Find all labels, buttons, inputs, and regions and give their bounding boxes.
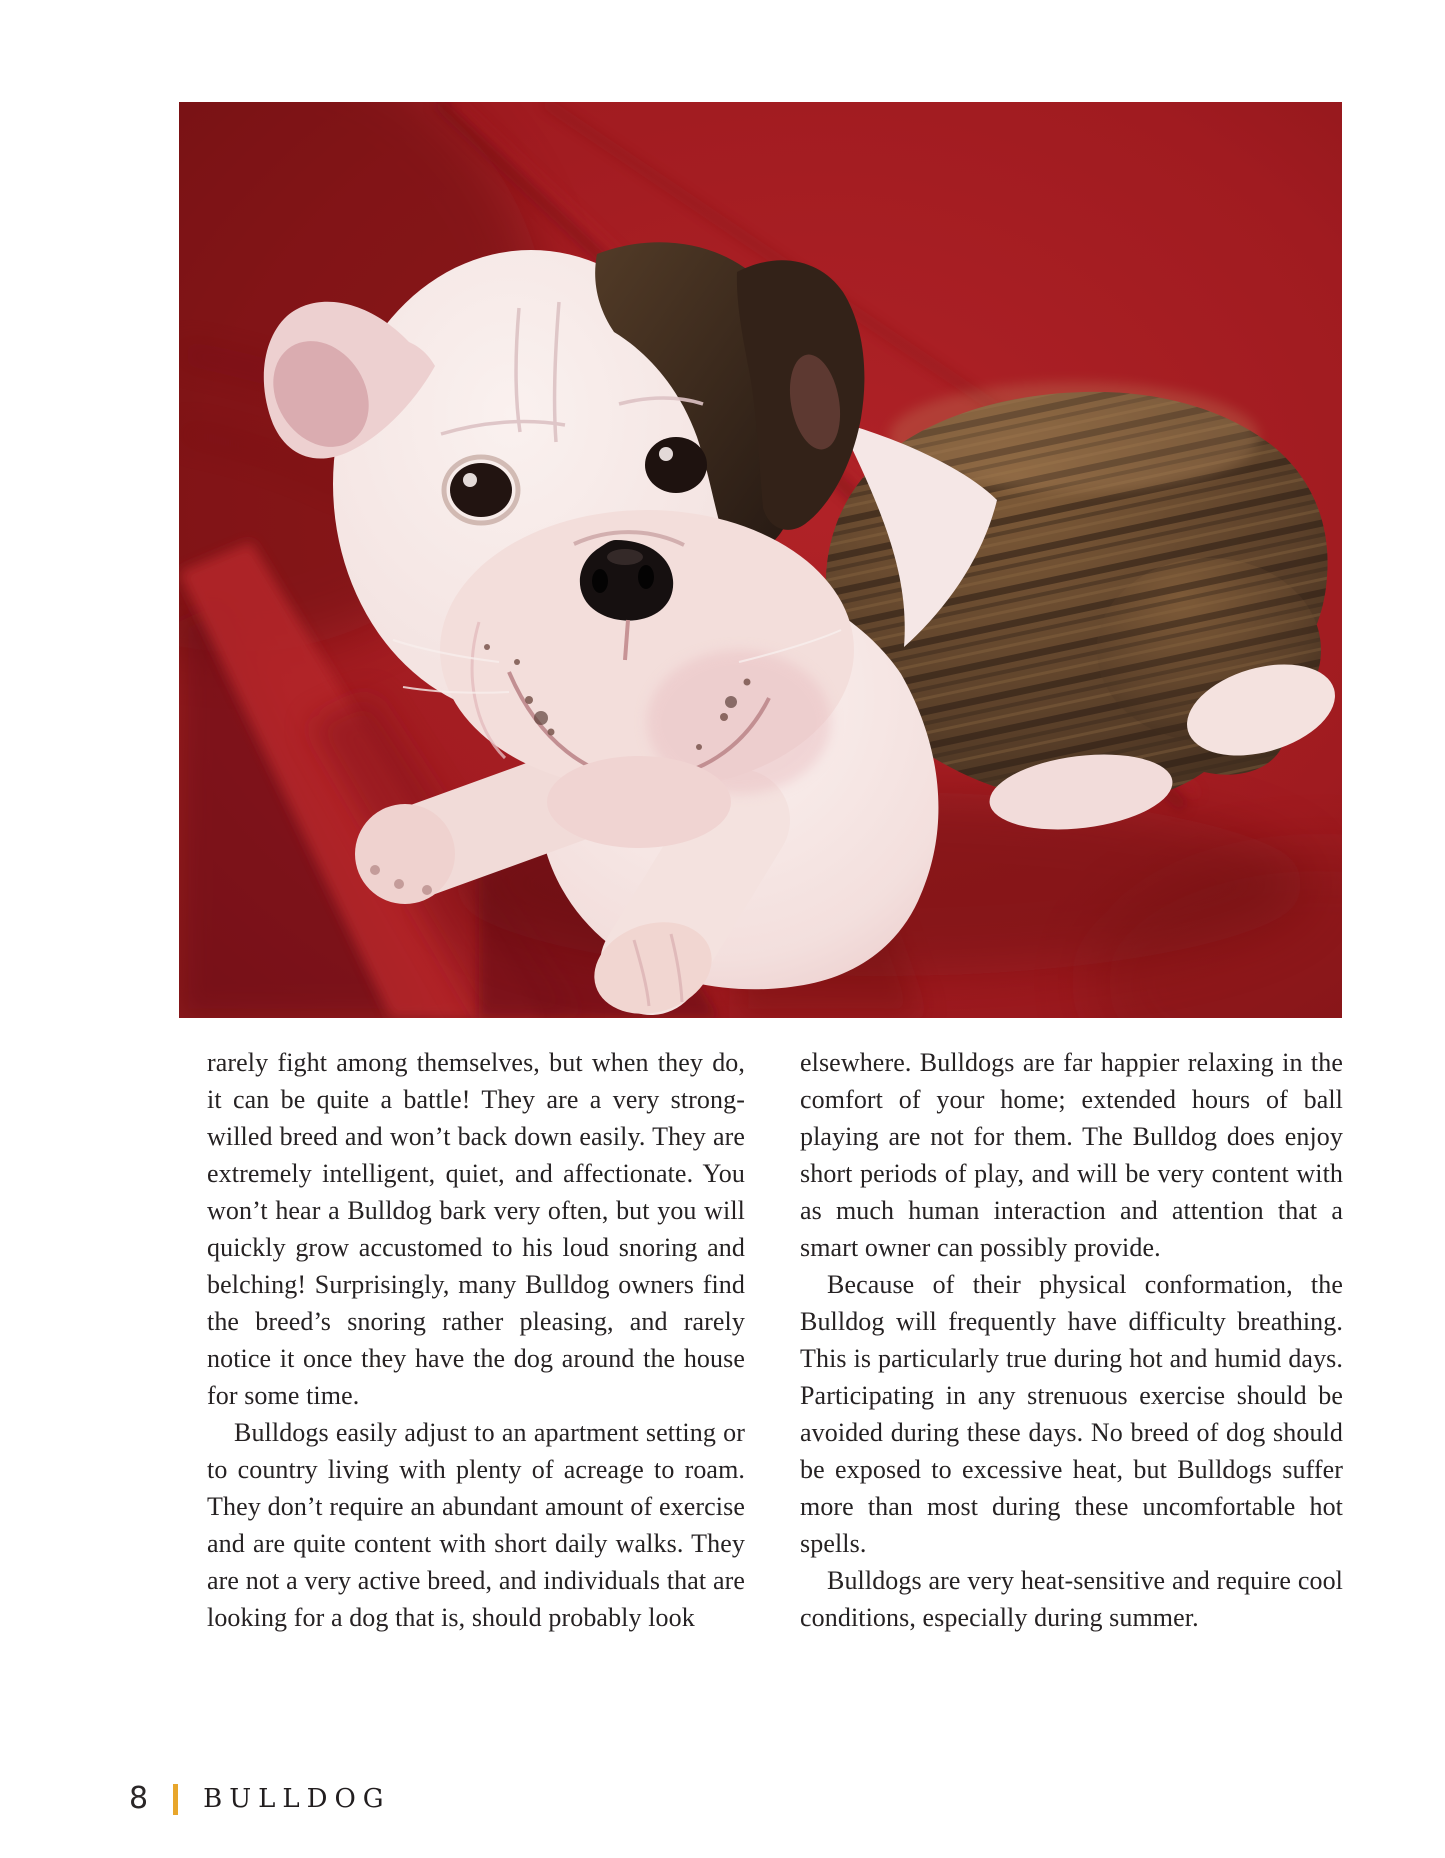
paragraph: Because of their physical conformation, the Bulldog will frequently have difficulty breathing. This is particularly true during hot and humid days. Participating in any strenuous exercise should be avoided during these days. No breed of dog should be exposed to excessive heat, but Bulldogs suffer more than most during these uncomfortable hot spells. <box>800 1270 1343 1558</box>
dog-chin <box>547 756 731 848</box>
bulldog-illustration <box>179 102 1342 1018</box>
footer-divider <box>173 1784 178 1815</box>
page-number: 8 <box>129 1781 149 1816</box>
paragraph: rarely fight among themselves, but when they do, it can be quite a battle! They are a very strong-willed breed and won’t back down easily. They are extremely intelligent, quiet, and affectionate. You won’t hear a Bulldog bark very often, but you will quickly grow accustomed to his loud snoring and belching! Surprisingly, many Bulldog owners find the breed’s snoring rather pleasing, and rarely notice it once they have the dog around the house for some time. <box>207 1048 745 1410</box>
dog-front-paw-left <box>355 804 455 904</box>
bulldog-photo <box>179 102 1342 1018</box>
paragraph: elsewhere. Bulldogs are far happier relaxing in the comfort of your home; extended hours of ball playing are not for them. The Bulldog does enjoy short periods of play, and will be very content with as much human interaction and attention that a smart owner can possibly provide. <box>800 1048 1343 1262</box>
paragraph: Bulldogs easily adjust to an apartment setting or to country living with plenty of acreage to roam. They don’t require an abundant amount of exercise and are quite content with short daily walks. They are not a very active breed, and individuals that are looking for a dog that is, should probably look <box>207 1418 745 1632</box>
book-title: BULLDOG <box>203 1784 391 1814</box>
text-column-right <box>800 1044 1343 1636</box>
paragraph: Bulldogs are very heat-sensitive and require cool conditions, especially during summer. <box>800 1566 1343 1632</box>
text-column-left <box>207 1044 745 1636</box>
page-footer <box>129 1780 391 1818</box>
